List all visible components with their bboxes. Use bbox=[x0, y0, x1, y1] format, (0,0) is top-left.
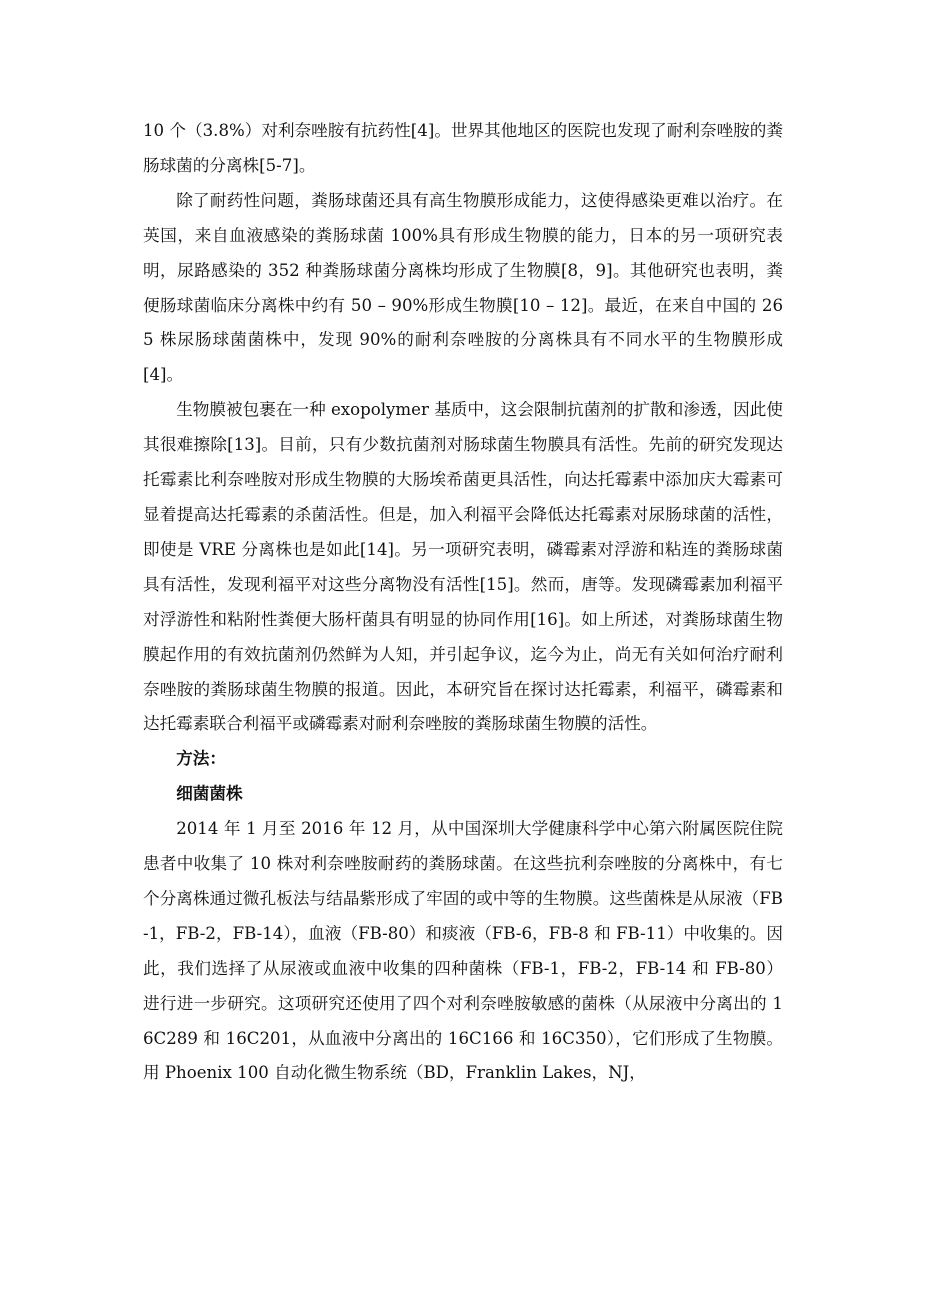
paragraph-linezolid-resistance: 10 个（3.8%）对利奈唑胺有抗药性[4]。世界其他地区的医院也发现了耐利奈唑胺的粪肠球菌的分离株[5-7]。 bbox=[143, 121, 783, 175]
heading-bacterial-strains: 细菌菌株 bbox=[176, 784, 243, 804]
paragraph-strain-collection: 2014 年 1 月至 2016 年 12 月，从中国深圳大学健康科学中心第六附属医院住院患者中收集了 10 株对利奈唑胺耐药的粪肠球菌。在这些抗利奈唑胺的分离株中，有七个分离株通过微孔板法与结晶紫形成了牢固的或中等的生物膜。这些菌株是从尿液（FB-1，FB-2，FB-14），血液（FB-80）和痰液（FB-6，FB-8 和 FB-11）中收集的。因此，我们选择了从尿液或血液中收集的四种菌株（FB-1，FB-2，FB-14 和 FB-80）进行进一步研究。这项研究还使用了四个对利奈唑胺敏感的菌株（从尿液中分离出的 16C289 和 16C201，从血液中分离出的 16C166 和 16C350），它们形成了生物膜。用 Phoenix 100 自动化微生物系统（BD，Franklin Lakes，NJ， bbox=[143, 819, 783, 1083]
heading-methods: 方法： bbox=[176, 749, 226, 769]
paragraph-biofilm-antimicrobials: 生物膜被包裹在一种 exopolymer 基质中，这会限制抗菌剂的扩散和渗透，因此使其很难擦除[13]。目前，只有少数抗菌剂对肠球菌生物膜具有活性。先前的研究发现达托霉素比利奈唑胺对形成生物膜的大肠埃希菌更具活性，向达托霉素中添加庆大霉素可显着提高达托霉素的杀菌活性。但是，加入利福平会降低达托霉素对尿肠球菌的活性，即使是 VRE 分离株也是如此[14]。另一项研究表明，磷霉素对浮游和粘连的粪肠球菌具有活性，发现利福平对这些分离物没有活性[15]。然而，唐等。发现磷霉素加利福平对浮游性和粘附性粪便大肠杆菌具有明显的协同作用[16]。如上所述，对粪肠球菌生物膜起作用的有效抗菌剂仍然鲜为人知，并引起争议，迄今为止，尚无有关如何治疗耐利奈唑胺的粪肠球菌生物膜的报道。因此，本研究旨在探讨达托霉素，利福平，磷霉素和达托霉素联合利福平或磷霉素对耐利奈唑胺的粪肠球菌生物膜的活性。 bbox=[143, 400, 783, 734]
document-page bbox=[143, 114, 783, 1091]
paragraph-biofilm-formation: 除了耐药性问题，粪肠球菌还具有高生物膜形成能力，这使得感染更难以治疗。在英国，来自血液感染的粪肠球菌 100%具有形成生物膜的能力，日本的另一项研究表明，尿路感染的 352 种粪肠球菌分离株均形成了生物膜[8，9]。其他研究也表明，粪便肠球菌临床分离株中约有 50 – 90%形成生物膜[10 – 12]。最近，在来自中国的 265 株尿肠球菌菌株中，发现 90%的耐利奈唑胺的分离株具有不同水平的生物膜形成[4]。 bbox=[143, 190, 783, 385]
